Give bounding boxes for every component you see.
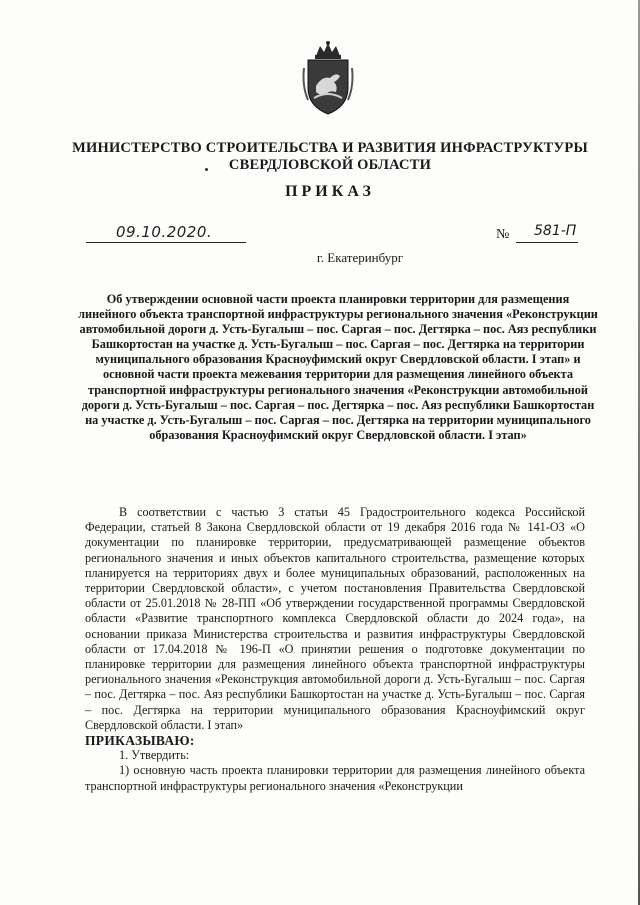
date-line	[86, 224, 246, 243]
city-line: г. Екатеринбург	[316, 250, 404, 265]
number-label: №	[496, 227, 510, 242]
document-type-title: ПРИКАЗ	[285, 183, 375, 200]
document-number: 581-П	[534, 223, 577, 239]
ministry-name-line1: МИНИСТЕРСТВО СТРОИТЕЛЬСТВА И РАЗВИТИЯ ИНФРАСТРУКТУРЫ	[72, 140, 588, 156]
sverdlovsk-coat-of-arms-icon	[300, 40, 356, 116]
preamble-paragraph: В соответствии с частью 3 статьи 45 Градостроительного кодекса Российской Федерации, статьей 8 Закона Свердловской области от 19 декабря 2016 года № 141-ОЗ «О документации по планировке территории, предусматривающей размещение объектов регионального значения и иных объектов капитального строительства, размещение которых планируется на территориях двух и более муниципальных образований, расположенных на территории Свердловской области», с учетом постановления Правительства Свердловской области от 25.01.2018 № 28-ПП «Об утверждении государственной программы Свердловской области «Развитие транспортного комплекса Свердловской области до 2024 года», на основании приказа Министерства строительства и развития инфраструктуры Свердловской области от 17.04.2018 № 196-П «О принятии решения о подготовке документации по планировке территории для размещения линейного объекта транспортной инфраструктуры регионального значения «Реконструкция автомобильной дороги д. Усть-Бугалыш – пос. Саргая – пос. Дегтярка – пос. Аяз республики Башкортостан на участке д. Усть-Бугалыш – пос. Саргая – пос. Дегтярка на территории муниципального образования Красноуфимский округ Свердловской области. I этап»	[85, 505, 585, 732]
item-1-1: 1) основную часть проекта планировки территории для размещения линейного объекта транспортной инфраструктуры регионального значения «Реконструкции	[85, 763, 585, 793]
item-1: 1. Утвердить:	[119, 748, 190, 763]
number-line	[516, 224, 578, 243]
scan-speck	[205, 168, 208, 171]
order-heading: Об утверждении основной части проекта планировки территории для размещения линейного объекта транспортной инфраструктуры регионального значения «Реконструкции автомобильной дороги д. Усть-Бугалыш – пос. Саргая – пос. Дегтярка – пос. Аяз республики Башкортостан на участке д. Усть-Бугалыш – пос. Саргая – пос. Дегтярка на территории муниципального образования Красноуфимский округ Свердловской области. I этап» и основной части проекта межевания территории для размещения линейного объекта транспортной инфраструктуры регионального значения «Реконструкции автомобильной дороги д. Усть-Бугалыш – пос. Саргая – пос. Дегтярка – пос. Аяз республики Башкортостан на участке д. Усть-Бугалыш – пос. Саргая – пос. Дегтярка на территории муниципального образования Красноуфимский округ Свердловской области. I этап»	[78, 292, 598, 442]
order-body	[85, 505, 585, 794]
order-word: ПРИКАЗЫВАЮ:	[85, 733, 195, 749]
ministry-name-line2: СВЕРДЛОВСКОЙ ОБЛАСТИ	[228, 157, 432, 173]
document-date: 09.10.2020.	[116, 223, 213, 241]
